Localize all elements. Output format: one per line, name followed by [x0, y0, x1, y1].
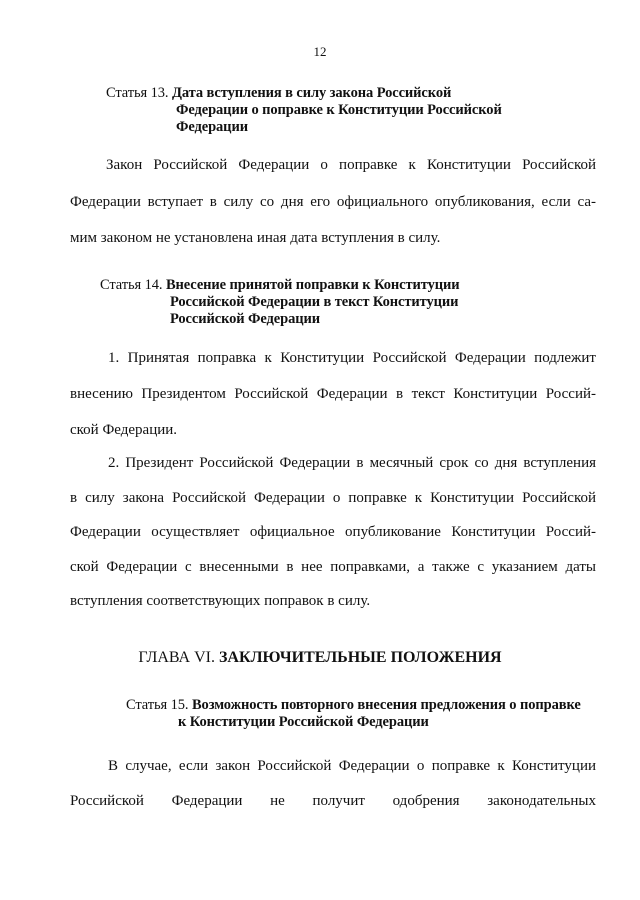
article-14-heading [100, 277, 460, 328]
page-number: 12 [313, 44, 327, 59]
article-14-paragraph-2-line-4: ской Федерации с внесенными в нее поправками, а также с указанием даты [70, 559, 596, 575]
article-14-paragraph-2-line-1: 2. Президент Российской Федерации в месячный срок со дня вступления [108, 455, 596, 471]
article-14-title-line-2: Российской Федерации в текст Конституции [170, 294, 459, 310]
article-13-paragraph-line-1: Закон Российской Федерации о поправке к Конституции Российской [106, 157, 596, 173]
chapter-6-label: ГЛАВА VI. [138, 649, 215, 666]
article-14-paragraph-2-line-3: Федерации осуществляет официальное опубликование Конституции Россий- [70, 524, 596, 540]
article-15-heading [126, 697, 581, 731]
article-13-paragraph-line-3: мим законом не установлена иная дата вступления в силу. [70, 230, 441, 246]
article-14-title-line-3: Российской Федерации [170, 311, 321, 327]
article-15-paragraph-line-1: В случае, если закон Российской Федерации о поправке к Конституции [108, 758, 596, 774]
article-14-paragraph-1-line-2: внесению Президентом Российской Федерации в текст Конституции Россий- [70, 386, 596, 402]
article-13-paragraph-line-2: Федерации вступает в силу со дня его официального опубликования, если са- [70, 194, 596, 210]
article-14-title-line-1: Внесение принятой поправки к Конституции [165, 277, 460, 293]
article-13-title-line-3: Федерации [176, 119, 248, 135]
article-14-paragraph-2-line-2: в силу закона Российской Федерации о поправке к Конституции Российской [70, 490, 596, 506]
article-15-paragraph-line-2: Российской Федерации не получит одобрения законодательных [70, 793, 596, 809]
article-14-paragraph-1-line-1: 1. Принятая поправка к Конституции Российской Федерации подлежит [108, 350, 596, 366]
article-14-paragraph-1-line-3: ской Федерации. [70, 422, 178, 438]
article-15-label: Статья 15. [126, 697, 189, 713]
article-15-title-line-2: к Конституции Российской Федерации [178, 714, 429, 730]
article-13-heading [106, 85, 502, 136]
article-14-label: Статья 14. [100, 277, 163, 293]
article-13-title-line-2: Федерации о поправке к Конституции Российской [176, 102, 502, 118]
chapter-6-title: ЗАКЛЮЧИТЕЛЬНЫЕ ПОЛОЖЕНИЯ [218, 649, 502, 666]
article-15-title-line-1: Возможность повторного внесения предложения о поправке [191, 697, 581, 713]
article-14-paragraph-2-line-5: вступления соответствующих поправок в силу. [70, 593, 371, 609]
chapter-6-heading [0, 649, 640, 667]
article-13-label: Статья 13. [106, 85, 169, 101]
article-13-title-line-1: Дата вступления в силу закона Российской [171, 85, 452, 101]
